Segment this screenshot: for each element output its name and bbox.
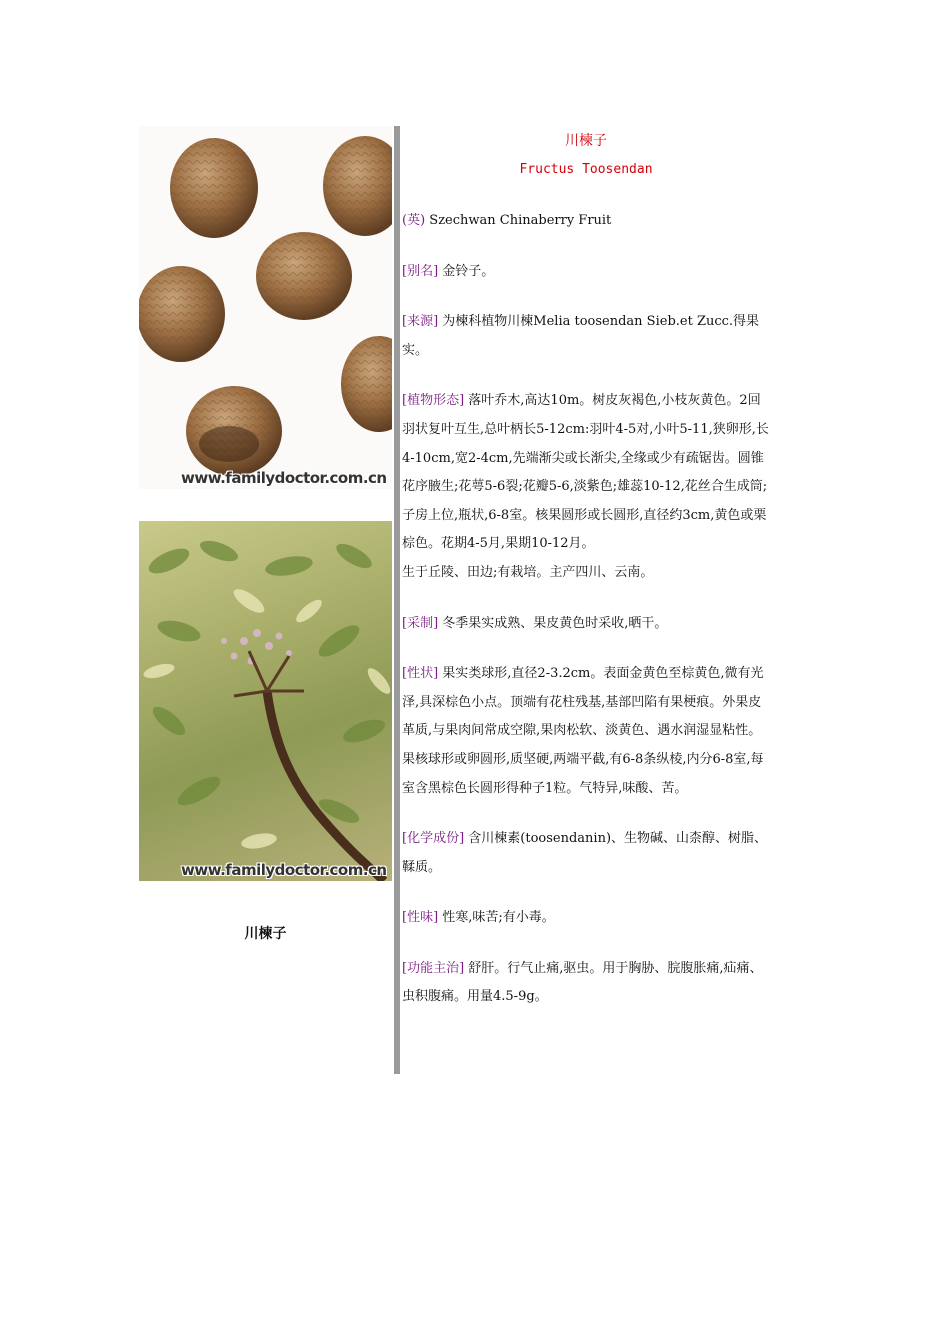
fruit-6 <box>186 386 282 476</box>
section-source <box>402 308 770 365</box>
section-text: 冬季果实成熟、果皮黄色时采收,晒干。 <box>438 615 668 631</box>
section-alias <box>402 258 770 287</box>
title-chinese: 川楝子 <box>565 133 607 149</box>
watermark-text: www.familydoctor.com.cn <box>181 469 387 487</box>
section-label: [功能主治] <box>402 960 465 976</box>
fruit-2 <box>323 136 392 236</box>
section-characteristics <box>402 660 770 803</box>
section-label: [化学成份] <box>402 831 465 847</box>
section-habitat: 生于丘陵、田边;有栽培。主产四川、云南。 <box>402 564 654 580</box>
tree-photo <box>139 521 392 881</box>
image-column <box>139 126 392 881</box>
section-label: (英) <box>402 213 426 228</box>
section-text: 性寒,味苦;有小毒。 <box>438 910 555 926</box>
fruit-1 <box>170 138 258 238</box>
section-text: 为楝科植物川楝Melia toosendan Sieb.et Zucc.得果实。 <box>402 314 760 358</box>
image-caption: 川楝子 <box>244 926 287 942</box>
section-chemistry <box>402 825 770 882</box>
section-english <box>402 207 770 236</box>
section-harvest <box>402 610 770 639</box>
section-label: [采制] <box>402 615 439 631</box>
section-label: [性状] <box>402 666 439 682</box>
section-text: 果实类球形,直径2-3.2cm。表面金黄色至棕黄色,微有光泽,具深棕色小点。顶端有花柱残基,基部凹陷有果梗痕。外果皮革质,与果肉间常成空隙,果肉松软、淡黄色、遇水润湿显粘性。果核球形或卵圆形,质坚硬,两端平截,有6-8条纵棱,内分6-8室,每室含黑棕色长圆形得种子1粒。气特异,味酸、苦。 <box>402 666 764 796</box>
tree-illustration <box>139 521 392 881</box>
title-latin: Fructus Toosendan <box>519 162 653 177</box>
section-label: [性味] <box>402 910 439 926</box>
watermark-text-2: www.familydoctor.com.cn <box>181 861 387 879</box>
fruit-4 <box>139 266 225 362</box>
fruit-illustration <box>139 126 392 489</box>
section-text: 舒肝。行气止痛,驱虫。用于胸胁、脘腹胀痛,疝痛、虫积腹痛。用量4.5-9g。 <box>402 960 763 1005</box>
section-text: 含川楝素(toosendanin)、生物碱、山柰醇、树脂、鞣质。 <box>402 831 768 875</box>
section-text: 落叶乔木,高达10m。树皮灰褐色,小枝灰黄色。2回羽状复叶互生,总叶柄长5-12cm:羽叶4-5对,小叶5-11,狭卵形,长4-10cm,宽2-4cm,先端渐尖或长渐尖,全缘或少有疏锯齿。圆锥花序腋生;花萼5-6裂;花瓣5-6,淡紫色;雄蕊10-12,花丝合生成筒;子房上位,瓶状,6-8室。核果圆形或长圆形,直径约3cm,黄色或栗棕色。花期4-5月,果期10-12月。 <box>402 393 769 552</box>
fruit-photo <box>139 126 392 489</box>
text-column <box>402 126 770 1012</box>
section-label: [植物形态] <box>402 393 465 409</box>
fruit-5 <box>341 336 392 432</box>
section-functions <box>402 955 770 1012</box>
section-text: 金铃子。 <box>438 263 495 279</box>
section-label: [别名] <box>402 263 439 279</box>
section-morphology <box>402 387 770 559</box>
section-text: Szechwan Chinaberry Fruit <box>425 213 612 228</box>
column-divider <box>394 126 400 1074</box>
section-label: [来源] <box>402 314 439 330</box>
section-nature-taste <box>402 904 770 933</box>
fruit-3 <box>256 232 352 320</box>
